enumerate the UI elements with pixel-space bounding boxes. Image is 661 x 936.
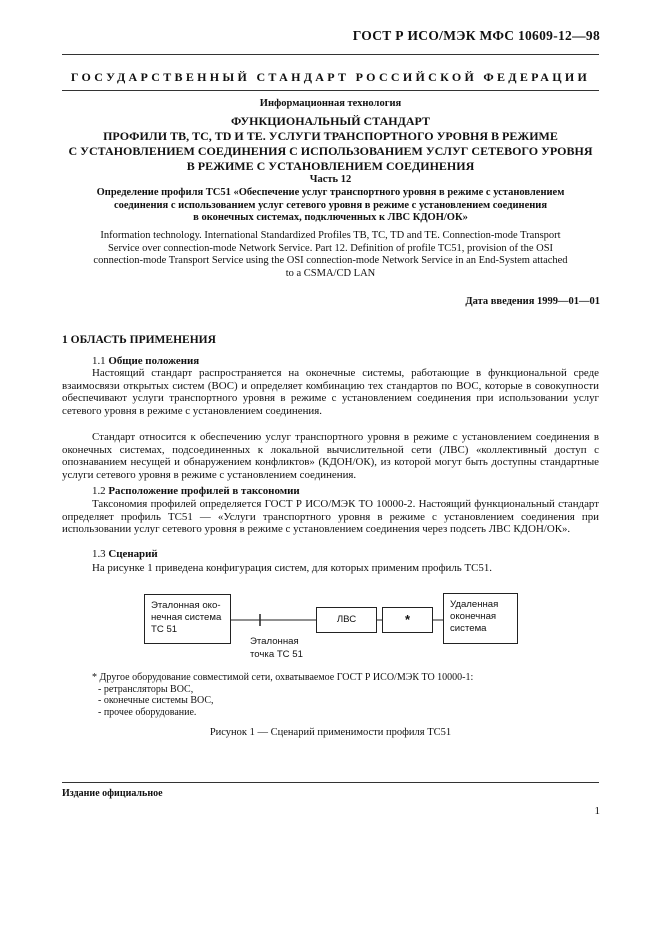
paragraph-scenario: На рисунке 1 приведена конфигурация систем, для которых применим профиль TC51. [92, 562, 493, 574]
point-line: точка TC 51 [250, 648, 303, 660]
page-number: 1 [594, 805, 600, 817]
english-line: connection-mode Transport Service using the OSI connection-mode Network Service in an End-System attached [93, 255, 568, 266]
box-line: TC 51 [151, 624, 178, 635]
title-line: ПРОФИЛИ ТВ, ТС, TD И ТЕ. УСЛУГИ ТРАНСПОРТНОГО УРОВНЯ В РЕЖИМЕ [103, 129, 558, 143]
official-edition-label: Издание официальное [62, 788, 163, 799]
footer-rule [62, 782, 599, 783]
title-topic: Информационная технология [259, 98, 402, 109]
part-line: соединения с использованием услуг сетевого уровня в режиме с установлением соединения [113, 199, 548, 211]
box-line: оконечная [450, 611, 497, 622]
box-line: система [450, 623, 487, 634]
footnote-item: - оконечные системы ВОС, [98, 695, 214, 707]
section-heading: 1 ОБЛАСТЬ ПРИМЕНЕНИЯ [62, 334, 216, 346]
footnote-item: - ретрансляторы ВОС, [98, 683, 194, 695]
paragraph-scope-2: Стандарт относится к обеспечению услуг транспортного уровня в режиме с установлением соединения в оконечных системах, подсоединенных к локальной вычислительной сети (ЛВС) «коллективный доступ с опознаванием несущей и обнаружением конфликтов» (КДОН/ОК), из которой могут быть доступны стандартные услуги сетевого уровня в режиме с установлением соединения. [62, 431, 599, 481]
remote-end-system-box [443, 593, 518, 644]
state-standard-banner: ГОСУДАРСТВЕННЫЙ СТАНДАРТ РОССИЙСКОЙ ФЕДЕРАЦИИ [70, 70, 591, 84]
other-equipment-box [382, 607, 433, 633]
introduction-date: Дата введения 1999—01—01 [465, 296, 600, 307]
title-line: ФУНКЦИОНАЛЬНЫЙ СТАНДАРТ [230, 114, 431, 128]
asterisk-label: * [404, 612, 411, 627]
box-line: Эталонная око- [151, 600, 221, 611]
part-line: в оконечных системах, подключенных к ЛВС КДОН/ОК» [193, 212, 468, 223]
footnote-intro: * Другое оборудование совместимой сети, охватываемое ГОСТ Р ИСО/МЭК ТО 10000-1: [92, 672, 474, 683]
english-line: Service over connection-mode Network Service. Part 12. Definition of profile TC51, provision of the OSI [107, 242, 554, 254]
english-line: to a CSMA/CD LAN [285, 267, 376, 279]
subsection-number: 1.3 [92, 548, 106, 560]
title-part: Часть 12 [309, 174, 352, 185]
title-line: С УСТАНОВЛЕНИЕМ СОЕДИНЕНИЯ С ИСПОЛЬЗОВАНИЕМ УСЛУГ СЕТЕВОГО УРОВНЯ [68, 144, 593, 158]
english-line: Information technology. International Standardized Profiles TB, TC, TD and TE. Connection-mode Transport [100, 230, 561, 241]
paragraph-scope-1: Настоящий стандарт распространяется на оконечные системы, работающие в функциональной среде взаимосвязи открытых систем (ВОС) и определяет комбинацию тех стандартов по ВОС, которые в совокупности обеспечивают услуги транспортного уровня в режиме с установлением соединения при использовании услуг сетевого уровня в режиме с установлением соединения. [62, 367, 599, 417]
part-line: Определение профиля TC51 «Обеспечение услуг транспортного уровня в режиме с установлением [96, 187, 565, 198]
point-line: Эталонная [250, 636, 299, 647]
box-line: Удаленная [450, 599, 499, 610]
reference-end-system-box [144, 594, 231, 644]
subsection-number: 1.1 [92, 355, 106, 367]
subsection-number: 1.2 [92, 485, 106, 497]
box-line: нечная система [151, 612, 222, 623]
subsection-title: Общие положения [108, 355, 200, 367]
footnote-item: - прочее оборудование. [98, 706, 197, 718]
document-code: ГОСТ Р ИСО/МЭК МФС 10609-12—98 [352, 28, 600, 43]
subsection-title: Сценарий [108, 548, 158, 560]
reference-point-label [250, 636, 303, 661]
lan-label: ЛВС [336, 614, 357, 625]
lan-box [316, 607, 377, 633]
subsection-title: Расположение профилей в таксономии [108, 485, 300, 497]
title-line: В РЕЖИМЕ С УСТАНОВЛЕНИЕМ СОЕДИНЕНИЯ [186, 159, 475, 173]
paragraph-taxonomy: Таксономия профилей определяется ГОСТ Р ИСО/МЭК ТО 10000-2. Настоящий функциональный стандарт определяет профиль TC51 — «Услуги транспортного уровня в режиме с установлением соединения при использовании услуг сетевого уровня в режиме с установлением соединения через подсеть ЛВС КДОН/ОК». [62, 498, 599, 536]
figure-caption: Рисунок 1 — Сценарий применимости профиля TC51 [209, 727, 452, 738]
figure-footnote [92, 672, 473, 718]
